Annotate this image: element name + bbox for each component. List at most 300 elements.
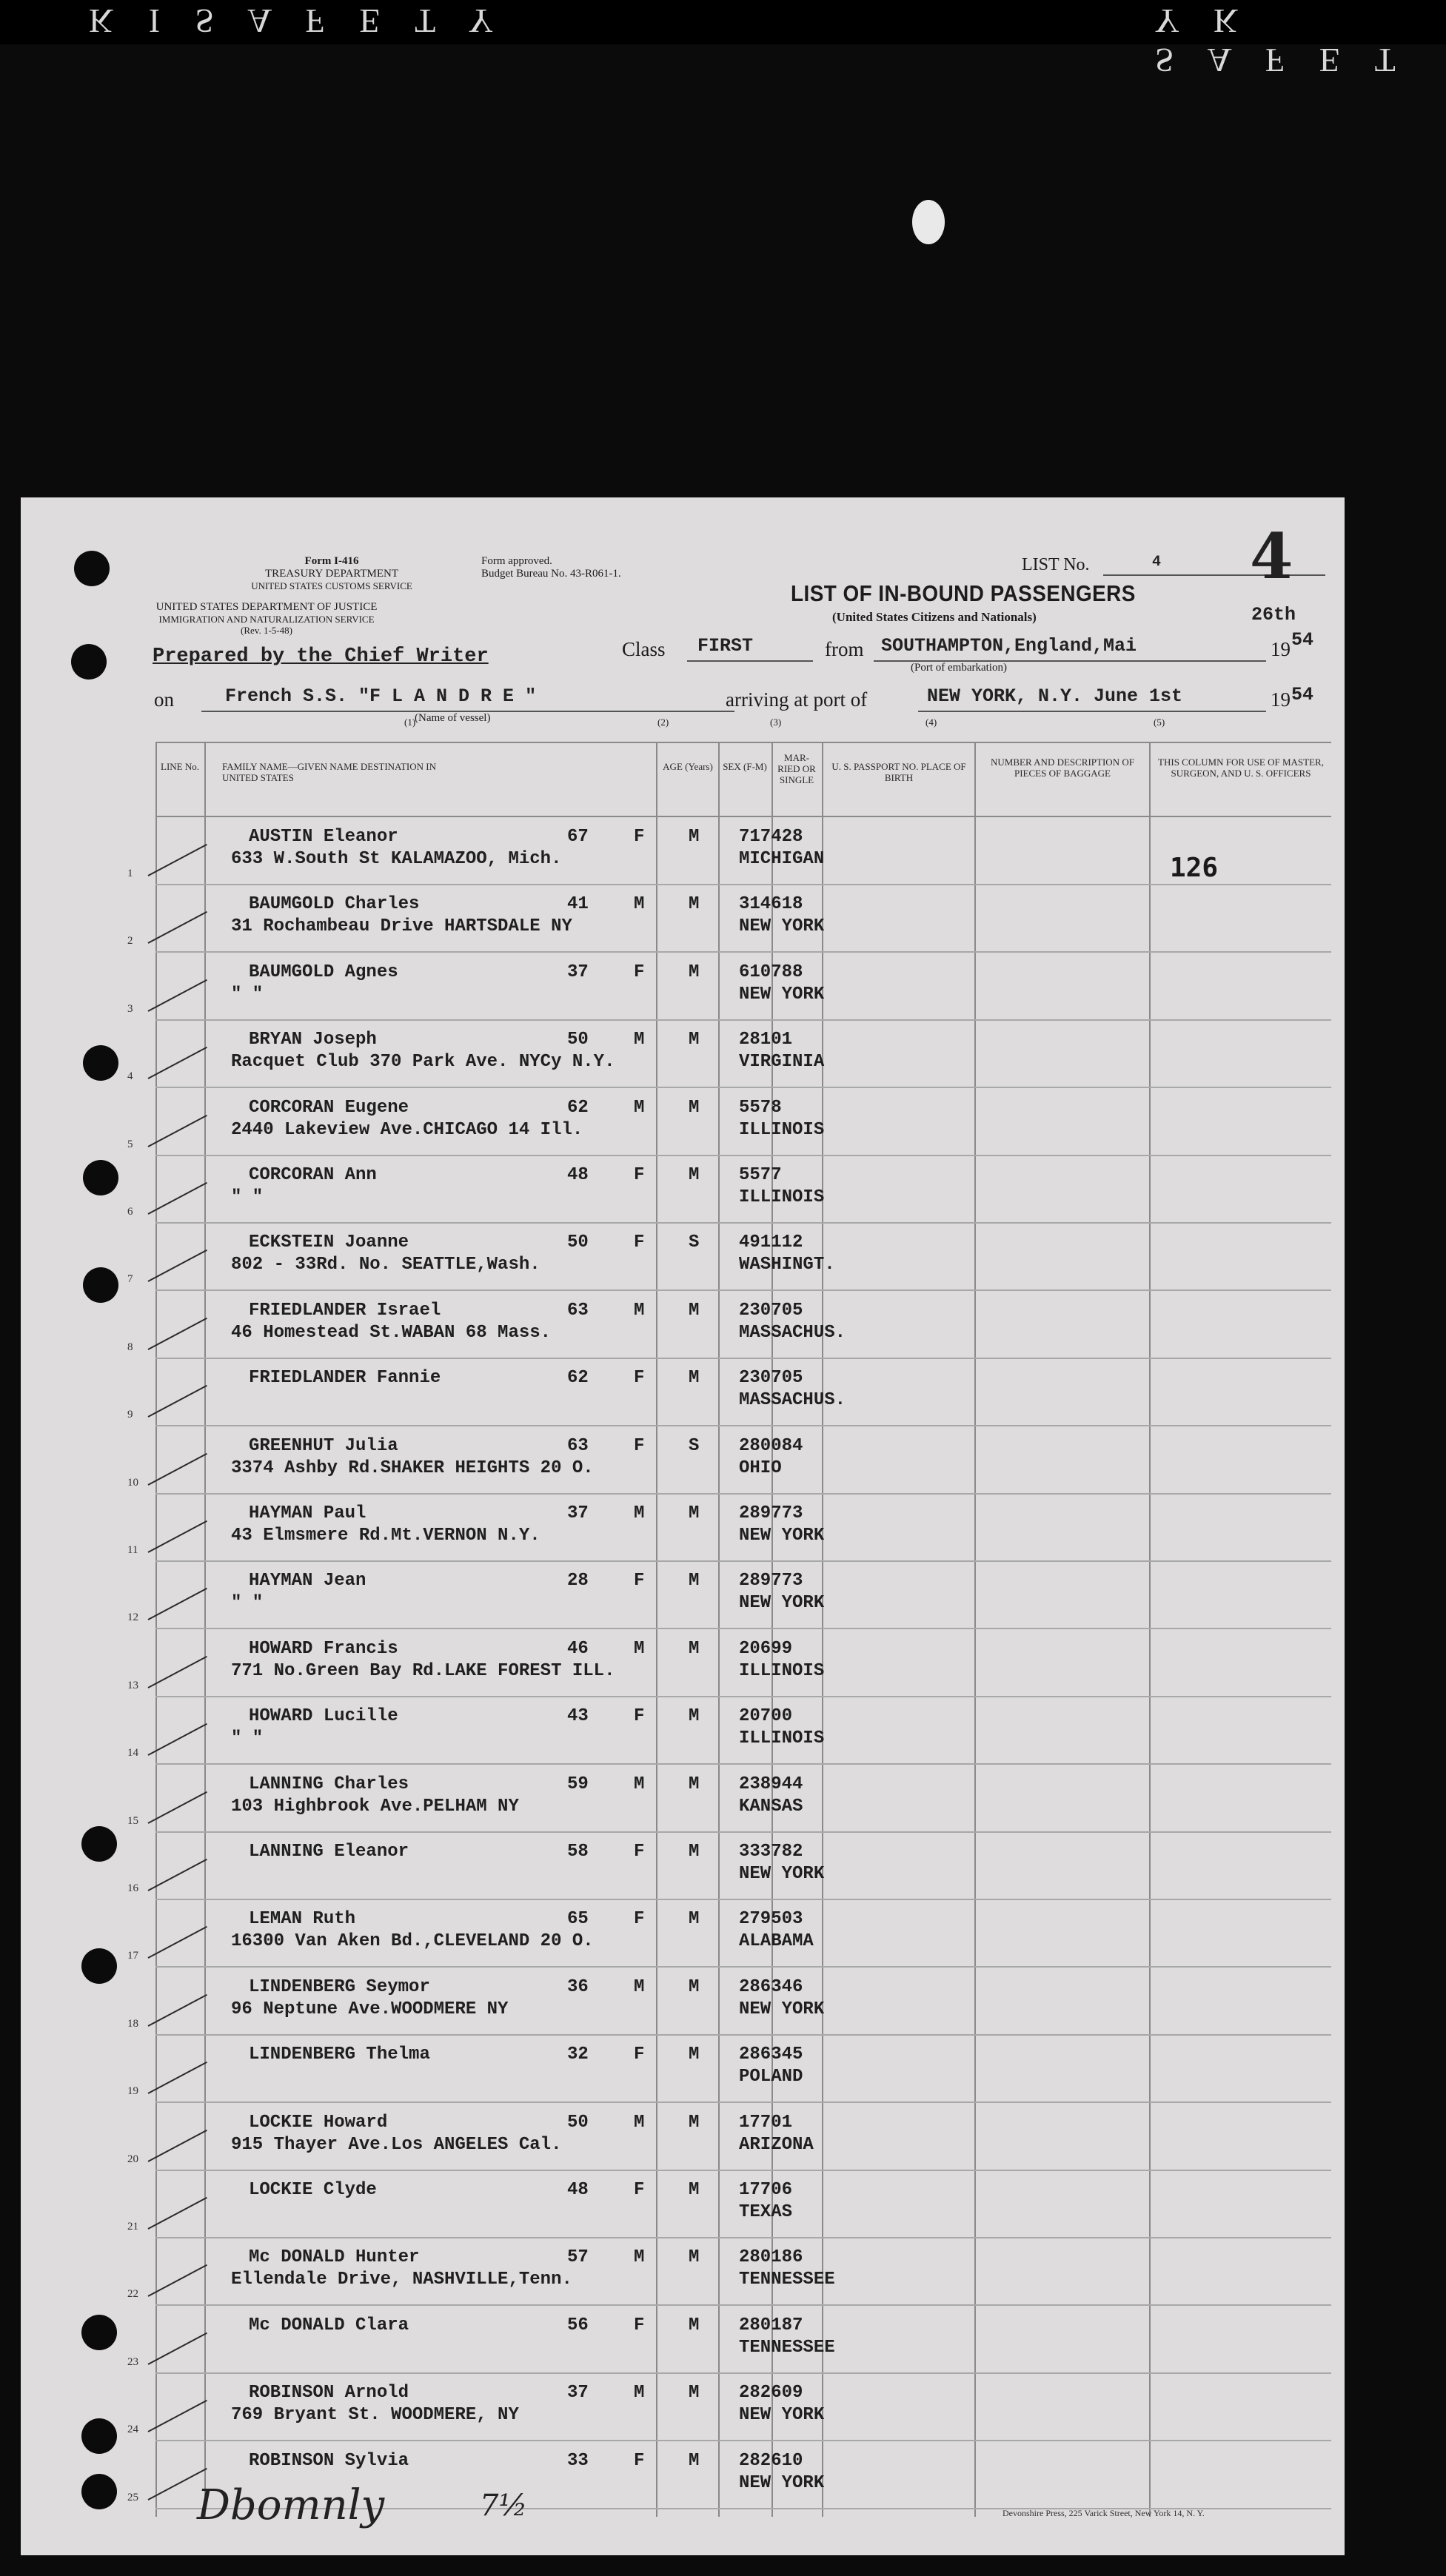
col-header-sex: SEX (F-M) bbox=[723, 761, 767, 772]
row-sex: M bbox=[634, 2247, 645, 2268]
row-name: CORCORAN Ann bbox=[249, 1165, 377, 1185]
row-name: BAUMGOLD Agnes bbox=[249, 962, 398, 982]
film-edge bbox=[0, 0, 1446, 79]
table-row bbox=[127, 2103, 1331, 2170]
table-row bbox=[127, 1968, 1331, 2035]
row-passport: 286346 bbox=[739, 1976, 803, 1997]
row-line-number: 17 bbox=[127, 1950, 138, 1962]
row-married: M bbox=[689, 2315, 700, 2335]
check-mark bbox=[148, 2129, 207, 2161]
arriving-label: arriving at port of bbox=[726, 688, 868, 711]
row-birthplace: MASSACHUS. bbox=[739, 1390, 846, 1411]
row-married: M bbox=[689, 1638, 700, 1659]
form-approved: Form approved. bbox=[481, 555, 552, 567]
col-header-officers: THIS COLUMN FOR USE OF MASTER, SURGEON, AND U. S. OFFICERS bbox=[1158, 757, 1324, 779]
row-sex: F bbox=[634, 1232, 645, 1253]
row-destination: Racquet Club 370 Park Ave. NYCy N.Y. bbox=[231, 1052, 615, 1073]
punch-hole bbox=[71, 644, 107, 680]
row-line-number: 12 bbox=[127, 1611, 138, 1624]
row-married: M bbox=[689, 2180, 700, 2200]
row-age: 50 bbox=[567, 2112, 589, 2133]
row-sex: F bbox=[634, 1435, 645, 1456]
row-married: M bbox=[689, 1706, 700, 1727]
check-mark bbox=[148, 1656, 207, 1688]
table-row bbox=[127, 1899, 1331, 1967]
row-line-number: 22 bbox=[127, 2288, 138, 2301]
class-value: FIRST bbox=[697, 635, 754, 657]
row-destination: 915 Thayer Ave.Los ANGELES Cal. bbox=[231, 2134, 562, 2155]
row-birthplace: OHIO bbox=[739, 1458, 782, 1478]
check-mark bbox=[148, 1047, 207, 1079]
check-mark bbox=[148, 2332, 207, 2365]
row-age: 58 bbox=[567, 1842, 589, 1862]
row-destination: " " bbox=[231, 1593, 264, 1614]
row-birthplace: NEW YORK bbox=[739, 916, 825, 937]
film-edge-text-left: K I S A F E T Y bbox=[89, 2, 507, 40]
row-passport: 238944 bbox=[739, 1774, 803, 1794]
row-birthplace: ALABAMA bbox=[739, 1931, 814, 1952]
row-destination: 46 Homestead St.WABAN 68 Mass. bbox=[231, 1322, 552, 1343]
table-row bbox=[127, 1832, 1331, 1899]
year-prefix-2: 19 bbox=[1271, 688, 1291, 711]
table-row bbox=[127, 953, 1331, 1020]
row-destination: 771 No.Green Bay Rd.LAKE FOREST ILL. bbox=[231, 1660, 615, 1681]
row-passport: 17706 bbox=[739, 2180, 793, 2200]
row-sex: M bbox=[634, 1503, 645, 1523]
arrival-port: NEW YORK, N.Y. June 1st bbox=[927, 685, 1183, 707]
punch-hole bbox=[74, 551, 110, 586]
row-birthplace: NEW YORK bbox=[739, 1593, 825, 1614]
row-sex: M bbox=[634, 1030, 645, 1050]
signature-handwritten: Dbomnly bbox=[197, 2481, 385, 2529]
form-approval bbox=[481, 555, 621, 580]
row-passport: 289773 bbox=[739, 1571, 803, 1591]
row-sex: F bbox=[634, 962, 645, 982]
row-age: 46 bbox=[567, 1638, 589, 1659]
row-age: 65 bbox=[567, 1909, 589, 1930]
row-birthplace: TEXAS bbox=[739, 2202, 793, 2222]
row-destination: 43 Elmsmere Rd.Mt.VERNON N.Y. bbox=[231, 1526, 540, 1546]
row-married: M bbox=[689, 2247, 700, 2268]
table-row bbox=[127, 1223, 1331, 1290]
form-number: Form I-416 bbox=[304, 555, 359, 567]
table-row bbox=[127, 2035, 1331, 2102]
table-row bbox=[127, 2373, 1331, 2441]
row-sex: F bbox=[634, 1165, 645, 1185]
row-name: HOWARD Lucille bbox=[249, 1706, 398, 1727]
row-sex: M bbox=[634, 2383, 645, 2404]
punch-hole bbox=[83, 1045, 118, 1081]
list-number-typed: 4 bbox=[1152, 554, 1162, 571]
row-passport: 280186 bbox=[739, 2247, 803, 2268]
row-married: M bbox=[689, 2112, 700, 2133]
table-row bbox=[127, 1494, 1331, 1561]
row-name: LANNING Eleanor bbox=[249, 1842, 409, 1862]
justice-label: UNITED STATES DEPARTMENT OF JUSTICE bbox=[155, 601, 378, 613]
row-age: 56 bbox=[567, 2315, 589, 2335]
row-birthplace: TENNESSEE bbox=[739, 2270, 835, 2290]
class-line bbox=[687, 660, 813, 662]
col-header-baggage: NUMBER AND DESCRIPTION OF PIECES OF BAGGAGE bbox=[991, 757, 1134, 779]
row-name: LOCKIE Howard bbox=[249, 2112, 388, 2133]
check-mark bbox=[148, 1520, 207, 1553]
film-edge-text-right: S A F E T Y K bbox=[1155, 2, 1408, 79]
table-row bbox=[127, 1697, 1331, 1764]
row-destination: 16300 Van Aken Bd.,CLEVELAND 20 O. bbox=[231, 1931, 594, 1952]
row-line-number: 11 bbox=[127, 1544, 138, 1556]
row-married: M bbox=[689, 1909, 700, 1930]
col-header-line: LINE No. bbox=[161, 761, 199, 772]
table-row bbox=[127, 1155, 1331, 1223]
row-destination: 633 W.South St KALAMAZOO, Mich. bbox=[231, 849, 562, 869]
row-sex: M bbox=[634, 1774, 645, 1794]
row-married: M bbox=[689, 1165, 700, 1185]
table-row bbox=[127, 2170, 1331, 2238]
row-married: M bbox=[689, 1030, 700, 1050]
year-value: 54 bbox=[1291, 629, 1314, 651]
check-mark bbox=[148, 844, 207, 876]
col-number-5: (5) bbox=[1154, 717, 1165, 728]
col-header-age: AGE (Years) bbox=[663, 761, 713, 772]
row-birthplace: ARIZONA bbox=[739, 2134, 814, 2155]
row-sex: F bbox=[634, 827, 645, 847]
row-name: GREENHUT Julia bbox=[249, 1435, 398, 1456]
manifest-page bbox=[21, 497, 1345, 2555]
row-passport: 282610 bbox=[739, 2450, 803, 2471]
row-age: 50 bbox=[567, 1232, 589, 1253]
row-birthplace: ILLINOIS bbox=[739, 1728, 825, 1749]
col-header-married: MAR-RIED OR SINGLE bbox=[777, 752, 816, 785]
row-passport: 289773 bbox=[739, 1503, 803, 1523]
row-line-number: 14 bbox=[127, 1747, 138, 1760]
year-value-2: 54 bbox=[1291, 684, 1314, 705]
row-passport: 314618 bbox=[739, 894, 803, 915]
row-age: 62 bbox=[567, 1368, 589, 1389]
row-line-number: 13 bbox=[127, 1679, 138, 1691]
vessel-name: French S.S. "F L A N D R E " bbox=[225, 685, 537, 707]
row-passport: 17701 bbox=[739, 2112, 793, 2133]
check-mark bbox=[148, 979, 207, 1012]
row-birthplace: ILLINOIS bbox=[739, 1187, 825, 1207]
col-number-1: (1) bbox=[404, 717, 416, 728]
row-destination: 769 Bryant St. WOODMERE, NY bbox=[231, 2405, 519, 2426]
row-name: LANNING Charles bbox=[249, 1774, 409, 1794]
table-row bbox=[127, 1358, 1331, 1426]
row-destination: 802 - 33Rd. No. SEATTLE,Wash. bbox=[231, 1255, 540, 1275]
col-number-2: (2) bbox=[657, 717, 669, 728]
row-married: M bbox=[689, 2045, 700, 2065]
row-line-number: 16 bbox=[127, 1882, 138, 1894]
table-row bbox=[127, 885, 1331, 952]
row-birthplace: VIRGINIA bbox=[739, 1052, 825, 1073]
row-destination: " " bbox=[231, 1187, 264, 1207]
row-name: ROBINSON Arnold bbox=[249, 2383, 409, 2404]
col-number-4: (4) bbox=[925, 717, 937, 728]
row-line-number: 24 bbox=[127, 2424, 138, 2436]
row-sex: M bbox=[634, 1097, 645, 1118]
row-age: 43 bbox=[567, 1706, 589, 1727]
row-name: CORCORAN Eugene bbox=[249, 1097, 409, 1118]
row-sex: M bbox=[634, 1638, 645, 1659]
row-destination: 31 Rochambeau Drive HARTSDALE NY bbox=[231, 916, 572, 937]
row-line-number: 15 bbox=[127, 1814, 138, 1827]
row-age: 62 bbox=[567, 1097, 589, 1118]
row-age: 67 bbox=[567, 827, 589, 847]
row-name: ECKSTEIN Joanne bbox=[249, 1232, 409, 1253]
row-married: M bbox=[689, 962, 700, 982]
table-row bbox=[127, 1629, 1331, 1697]
treasury-label: TREASURY DEPARTMENT bbox=[264, 568, 399, 580]
row-married: M bbox=[689, 1842, 700, 1862]
row-name: BRYAN Joseph bbox=[249, 1030, 377, 1050]
punch-hole bbox=[83, 1160, 118, 1195]
row-name: AUSTIN Eleanor bbox=[249, 827, 398, 847]
row-name: LINDENBERG Seymor bbox=[249, 1976, 430, 1997]
row-line-number: 20 bbox=[127, 2153, 138, 2165]
row-age: 50 bbox=[567, 1030, 589, 1050]
row-birthplace: NEW YORK bbox=[739, 1864, 825, 1884]
row-sex: F bbox=[634, 1368, 645, 1389]
from-label: from bbox=[825, 638, 864, 660]
check-mark bbox=[148, 1318, 207, 1350]
check-mark bbox=[148, 1791, 207, 1823]
row-name: HAYMAN Jean bbox=[249, 1571, 366, 1591]
vessel-caption: (Name of vessel) bbox=[415, 712, 491, 724]
check-mark bbox=[148, 1926, 207, 1959]
row-passport: 282609 bbox=[739, 2383, 803, 2404]
row-age: 28 bbox=[567, 1571, 589, 1591]
row-line-number: 21 bbox=[127, 2221, 138, 2233]
row-passport: 5578 bbox=[739, 1097, 782, 1118]
list-number-handwritten: 4 bbox=[1250, 520, 1293, 593]
row-married: M bbox=[689, 2450, 700, 2471]
col-number-3: (3) bbox=[770, 717, 782, 728]
table-row bbox=[127, 1291, 1331, 1358]
from-value: SOUTHAMPTON,England,Mai bbox=[881, 635, 1137, 657]
row-birthplace: NEW YORK bbox=[739, 1999, 825, 2019]
row-birthplace: MICHIGAN bbox=[739, 849, 825, 869]
row-name: LINDENBERG Thelma bbox=[249, 2045, 430, 2065]
row-passport: 280084 bbox=[739, 1435, 803, 1456]
table-row bbox=[127, 1765, 1331, 1832]
col-header-passport: U. S. PASSPORT NO. PLACE OF BIRTH bbox=[831, 761, 966, 783]
row-age: 37 bbox=[567, 2383, 589, 2404]
form-header-justice bbox=[155, 601, 378, 636]
row-married: M bbox=[689, 894, 700, 915]
row-birthplace: ILLINOIS bbox=[739, 1119, 825, 1140]
row-passport: 333782 bbox=[739, 1842, 803, 1862]
row-married: S bbox=[689, 1232, 700, 1253]
row-married: M bbox=[689, 1097, 700, 1118]
budget-bureau: Budget Bureau No. 43-R061-1. bbox=[481, 568, 621, 580]
form-header-treasury bbox=[243, 555, 421, 591]
row-name: BAUMGOLD Charles bbox=[249, 894, 420, 915]
row-married: M bbox=[689, 827, 700, 847]
row-name: ROBINSON Sylvia bbox=[249, 2450, 409, 2471]
row-line-number: 1 bbox=[127, 868, 133, 879]
row-birthplace: TENNESSEE bbox=[739, 2337, 835, 2358]
table-row bbox=[127, 1020, 1331, 1087]
row-birthplace: NEW YORK bbox=[739, 984, 825, 1004]
row-birthplace: ILLINOIS bbox=[739, 1660, 825, 1681]
check-mark bbox=[148, 2197, 207, 2230]
check-mark bbox=[148, 1114, 207, 1147]
row-sex: F bbox=[634, 2450, 645, 2471]
row-passport: 279503 bbox=[739, 1909, 803, 1930]
row-passport: 28101 bbox=[739, 1030, 793, 1050]
row-sex: M bbox=[634, 2112, 645, 2133]
row-age: 37 bbox=[567, 962, 589, 982]
row-passport: 286345 bbox=[739, 2045, 803, 2065]
row-name: LOCKIE Clyde bbox=[249, 2180, 377, 2200]
row-age: 37 bbox=[567, 1503, 589, 1523]
film-artifact bbox=[912, 200, 945, 244]
row-line-number: 18 bbox=[127, 2017, 138, 2030]
row-married: M bbox=[689, 1571, 700, 1591]
row-sex: F bbox=[634, 1842, 645, 1862]
page-title: LIST OF IN-BOUND PASSENGERS bbox=[791, 580, 1136, 606]
handwritten-mark: 7½ bbox=[480, 2489, 528, 2523]
row-birthplace: NEW YORK bbox=[739, 2472, 825, 2493]
row-line-number: 7 bbox=[127, 1273, 133, 1286]
check-mark bbox=[148, 1452, 207, 1485]
row-name: FRIEDLANDER Fannie bbox=[249, 1368, 441, 1389]
arrival-line bbox=[918, 711, 1266, 712]
row-sex: F bbox=[634, 2180, 645, 2200]
row-age: 63 bbox=[567, 1300, 589, 1321]
row-line-number: 23 bbox=[127, 2355, 138, 2368]
row-birthplace: NEW YORK bbox=[739, 2405, 825, 2426]
row-line-number: 5 bbox=[127, 1138, 133, 1150]
punch-hole bbox=[81, 1948, 117, 1984]
punch-hole bbox=[81, 2418, 117, 2454]
punch-hole bbox=[83, 1267, 118, 1303]
row-line-number: 10 bbox=[127, 1476, 138, 1489]
row-birthplace: MASSACHUS. bbox=[739, 1322, 846, 1343]
table-row bbox=[127, 1088, 1331, 1155]
col-header-name: FAMILY NAME—GIVEN NAME DESTINATION IN UNITED STATES bbox=[222, 761, 437, 783]
row-destination: " " bbox=[231, 984, 264, 1004]
row-sex: F bbox=[634, 2045, 645, 2065]
table-top-rule bbox=[155, 742, 1331, 743]
passenger-table bbox=[127, 742, 1331, 2517]
row-passport: 280187 bbox=[739, 2315, 803, 2335]
row-age: 59 bbox=[567, 1774, 589, 1794]
row-destination: Ellendale Drive, NASHVILLE,Tenn. bbox=[231, 2270, 572, 2290]
row-age: 36 bbox=[567, 1976, 589, 1997]
row-sex: M bbox=[634, 894, 645, 915]
check-mark bbox=[148, 911, 207, 944]
row-line-number: 9 bbox=[127, 1409, 133, 1421]
punch-hole bbox=[81, 2315, 117, 2350]
row-married: S bbox=[689, 1435, 700, 1456]
check-mark bbox=[148, 1588, 207, 1620]
immigration-label: IMMIGRATION AND NATURALIZATION SERVICE bbox=[158, 614, 375, 625]
on-label: on bbox=[154, 688, 174, 711]
check-mark bbox=[148, 2400, 207, 2432]
list-number-label: LIST No. bbox=[1022, 555, 1090, 574]
row-line-number: 6 bbox=[127, 1206, 133, 1218]
row-passport: 20700 bbox=[739, 1706, 793, 1727]
row-married: M bbox=[689, 1503, 700, 1523]
row-age: 32 bbox=[567, 2045, 589, 2065]
check-mark bbox=[148, 1182, 207, 1215]
row-sex: F bbox=[634, 1571, 645, 1591]
row-destination: " " bbox=[231, 1728, 264, 1749]
check-mark bbox=[148, 1994, 207, 2027]
from-day: 26th bbox=[1251, 604, 1296, 625]
row-passport: 717428 bbox=[739, 827, 803, 847]
row-sex: M bbox=[634, 1976, 645, 1997]
row-age: 48 bbox=[567, 2180, 589, 2200]
row-sex: F bbox=[634, 2315, 645, 2335]
revision-label: (Rev. 1-5-48) bbox=[241, 625, 292, 636]
row-line-number: 4 bbox=[127, 1070, 133, 1083]
row-destination: 3374 Ashby Rd.SHAKER HEIGHTS 20 O. bbox=[231, 1458, 594, 1478]
row-destination: 103 Highbrook Ave.PELHAM NY bbox=[231, 1796, 519, 1817]
row-birthplace: POLAND bbox=[739, 2067, 803, 2087]
check-mark bbox=[148, 1250, 207, 1282]
row-name: HAYMAN Paul bbox=[249, 1503, 366, 1523]
row-name: LEMAN Ruth bbox=[249, 1909, 356, 1930]
row-age: 63 bbox=[567, 1435, 589, 1456]
table-row bbox=[127, 2238, 1331, 2305]
check-mark bbox=[148, 1859, 207, 1891]
row-name: Mc DONALD Clara bbox=[249, 2315, 409, 2335]
page-subtitle: (United States Citizens and Nationals) bbox=[832, 610, 1037, 624]
check-mark bbox=[148, 2062, 207, 2094]
check-mark bbox=[148, 1385, 207, 1418]
row-name: FRIEDLANDER Israel bbox=[249, 1300, 441, 1321]
punch-hole bbox=[81, 1826, 117, 1862]
row-line-number: 3 bbox=[127, 1002, 133, 1015]
row-sex: M bbox=[634, 1300, 645, 1321]
row-age: 48 bbox=[567, 1165, 589, 1185]
table-row bbox=[127, 817, 1331, 885]
check-mark bbox=[148, 1723, 207, 1756]
punch-hole bbox=[81, 2474, 117, 2509]
check-mark bbox=[148, 2264, 207, 2297]
row-passport: 20699 bbox=[739, 1638, 793, 1659]
row-sex: F bbox=[634, 1909, 645, 1930]
customs-label: UNITED STATES CUSTOMS SERVICE bbox=[251, 580, 412, 591]
row-passport: 610788 bbox=[739, 962, 803, 982]
row-age: 41 bbox=[567, 894, 589, 915]
row-age: 57 bbox=[567, 2247, 589, 2268]
row-destination: 96 Neptune Ave.WOODMERE NY bbox=[231, 1999, 509, 2019]
row-name: Mc DONALD Hunter bbox=[249, 2247, 420, 2268]
row-destination: 2440 Lakeview Ave.CHICAGO 14 Ill. bbox=[231, 1119, 583, 1140]
table-row bbox=[127, 1426, 1331, 1494]
row-line-number: 19 bbox=[127, 2085, 138, 2098]
row-age: 33 bbox=[567, 2450, 589, 2471]
row-married: M bbox=[689, 1774, 700, 1794]
class-label: Class bbox=[622, 638, 666, 660]
row-line-number: 2 bbox=[127, 935, 133, 947]
row-passport: 230705 bbox=[739, 1368, 803, 1389]
row-passport: 491112 bbox=[739, 1232, 803, 1253]
row-line-number: 8 bbox=[127, 1341, 133, 1353]
row-birthplace: WASHINGT. bbox=[739, 1255, 835, 1275]
row-married: M bbox=[689, 1976, 700, 1997]
row-birthplace: KANSAS bbox=[739, 1796, 803, 1817]
row-line-number: 25 bbox=[127, 2491, 138, 2503]
table-row bbox=[127, 2306, 1331, 2373]
row-married: M bbox=[689, 1368, 700, 1389]
row-married: M bbox=[689, 1300, 700, 1321]
year-prefix: 19 bbox=[1271, 638, 1291, 660]
row-sex: F bbox=[634, 1706, 645, 1727]
